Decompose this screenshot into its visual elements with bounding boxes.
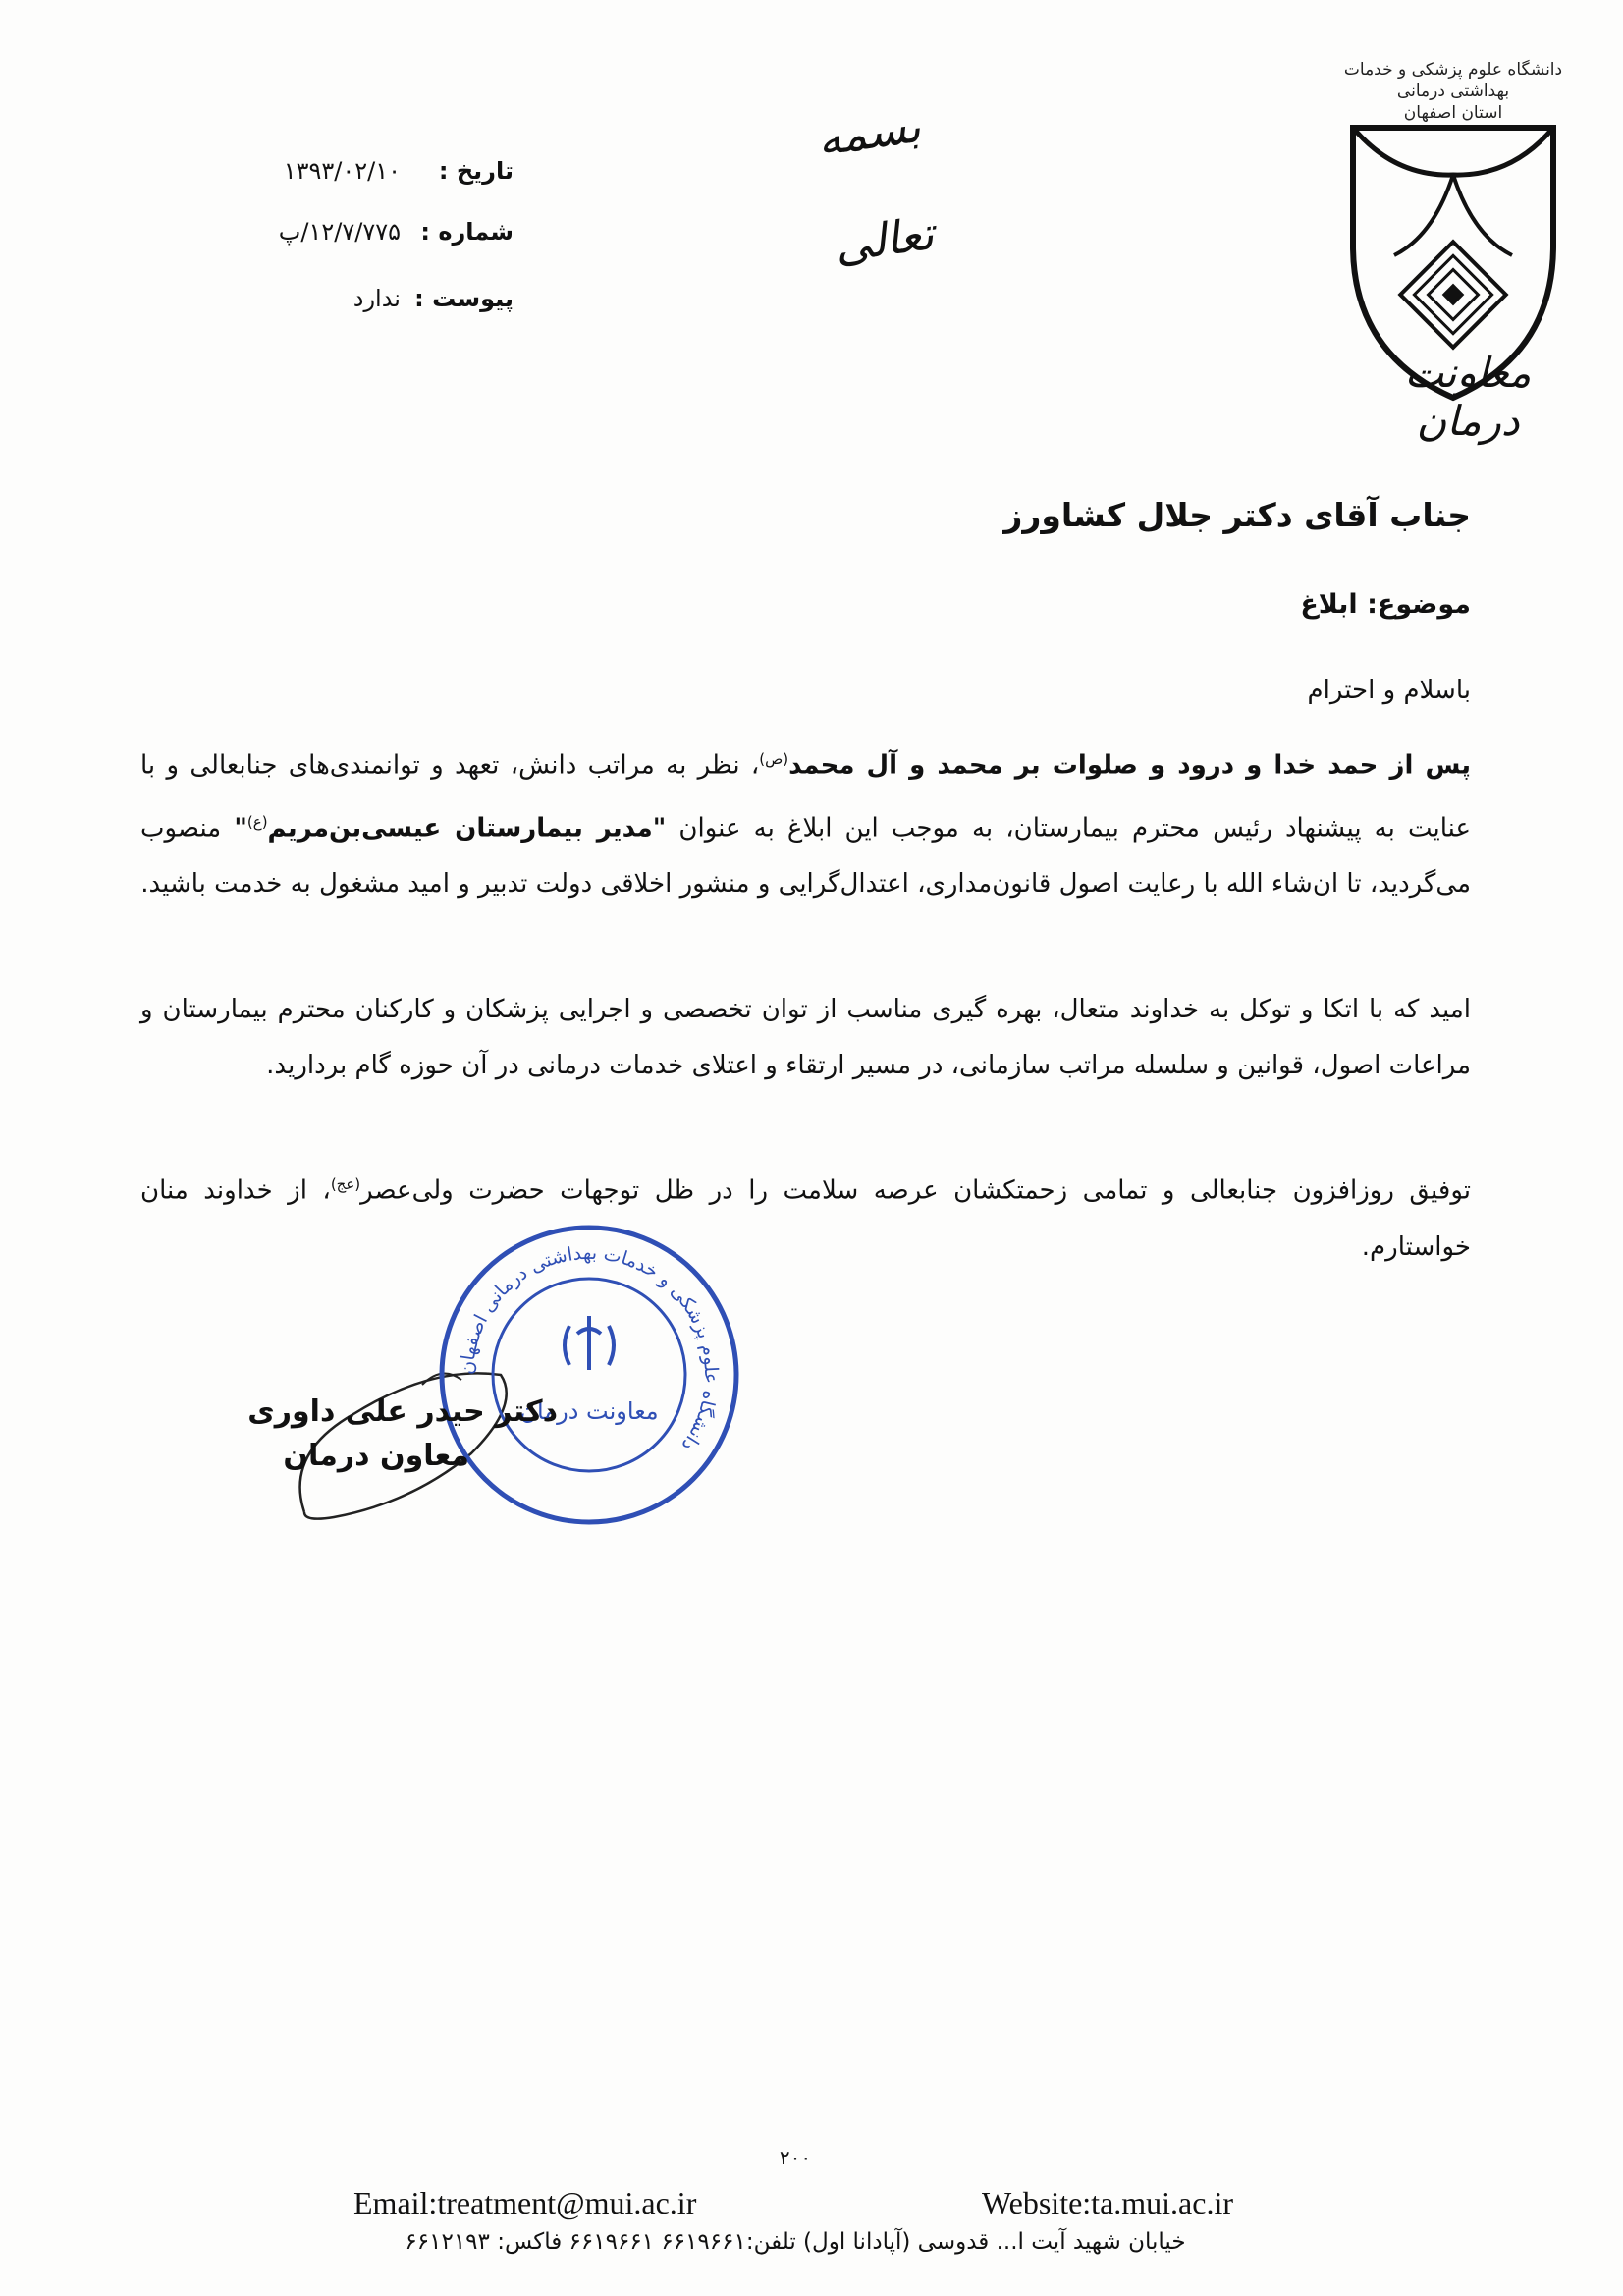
iran-emblem-icon	[565, 1316, 614, 1370]
official-stamp	[432, 1218, 746, 1532]
addressee: جناب آقای دکتر جلال کشاورز	[1003, 496, 1471, 534]
p1-title-honorific: (ع)	[246, 812, 268, 831]
p1-opening: پس از حمد خدا و درود و صلوات بر محمد و آل محمد	[788, 750, 1471, 781]
date-row	[199, 157, 514, 196]
footer-email: Email:treatment@mui.ac.ir	[353, 2185, 697, 2220]
p1-body: ، نظر به مراتب دانش، تعهد و توانمندی‌های جنابعالی و با عنایت به پیشنهاد رئیس محترم بیمارستان، به موجب این ابلاغ به عنوان	[140, 750, 1471, 844]
p3-body: توفیق روزافزون جنابعالی و تمامی زحمتکشان عرصه سلامت را در ظل توجهات حضرت ولی‌عصر	[360, 1175, 1472, 1206]
signer-name: دکتر حیدر علی داوری	[247, 1394, 558, 1429]
p1-title-close: "	[234, 813, 247, 844]
page-number: ۲۰۰	[779, 2146, 812, 2169]
number-label: شماره :	[420, 218, 514, 246]
p1-honorific: (ص)	[759, 750, 789, 768]
attachment-value: ندارد	[352, 285, 401, 312]
date-value: ۱۳۹۳/۰۲/۱۰	[283, 157, 401, 185]
attachment-row	[199, 285, 514, 324]
footer-website: Website:ta.mui.ac.ir	[982, 2185, 1233, 2220]
university-name-line2: استان اصفهان	[1403, 103, 1503, 123]
paragraph-closing	[140, 1157, 1471, 1276]
signer-title: معاون درمان	[283, 1439, 469, 1473]
stamp-ring-text: دانشگاه علوم پزشکی و خدمات بهداشتی درمانی اصفهان	[456, 1241, 723, 1455]
stamp-center-text: معاونت درمان	[519, 1397, 659, 1425]
attachment-label: پیوست :	[414, 285, 514, 312]
department-name: معاونت درمان	[1404, 349, 1532, 445]
p1-position-title: "مدیر بیمارستان عیسی‌بن‌مریم	[267, 813, 667, 844]
number-value: ۱۲/۷/۷۷۵/پ	[278, 218, 401, 246]
university-name	[1335, 59, 1571, 124]
footer-address: خیابان شهید آیت ا... قدوسی (آپادانا اول) تلفن:۶۶۱۹۶۶۱ ۶۶۱۹۶۶۱ فاکس: ۶۶۱۲۱۹۳	[405, 2229, 1186, 2255]
paragraph-hope: امید که با اتکا و توکل به خداوند متعال، بهره گیری مناسب از توان تخصصی و اجرایی پزشکان و کارکنان محترم بیمارستان و مراعات اصول، قوانین و سلسله مراتب سازمانی، در مسیر ارتقاء و اعتلای خدمات درمانی در آن حوزه گام بردارید.	[140, 995, 1471, 1080]
basmala-heading: بسمه تعالی	[814, 98, 938, 273]
university-name-line1: دانشگاه علوم پزشکی و خدمات بهداشتی درمانی	[1343, 60, 1563, 101]
p3-end: ، از خداوند منان خواستارم.	[140, 1175, 1471, 1262]
p3-honorific: (عج)	[330, 1175, 361, 1193]
paragraph-appointment	[140, 732, 1471, 912]
greeting: باسلام و احترام	[1307, 676, 1471, 705]
date-label: تاریخ :	[438, 157, 514, 185]
number-row	[199, 218, 514, 257]
subject-line: موضوع: ابلاغ	[1300, 589, 1471, 620]
p1-closing: منصوب می‌گردید، تا ان‌شاء الله با رعایت اصول قانون‌مداری، اعتدال‌گرایی و منشور اخلاقی دولت تدبیر و امید مشغول به خدمت باشید.	[140, 813, 1471, 900]
